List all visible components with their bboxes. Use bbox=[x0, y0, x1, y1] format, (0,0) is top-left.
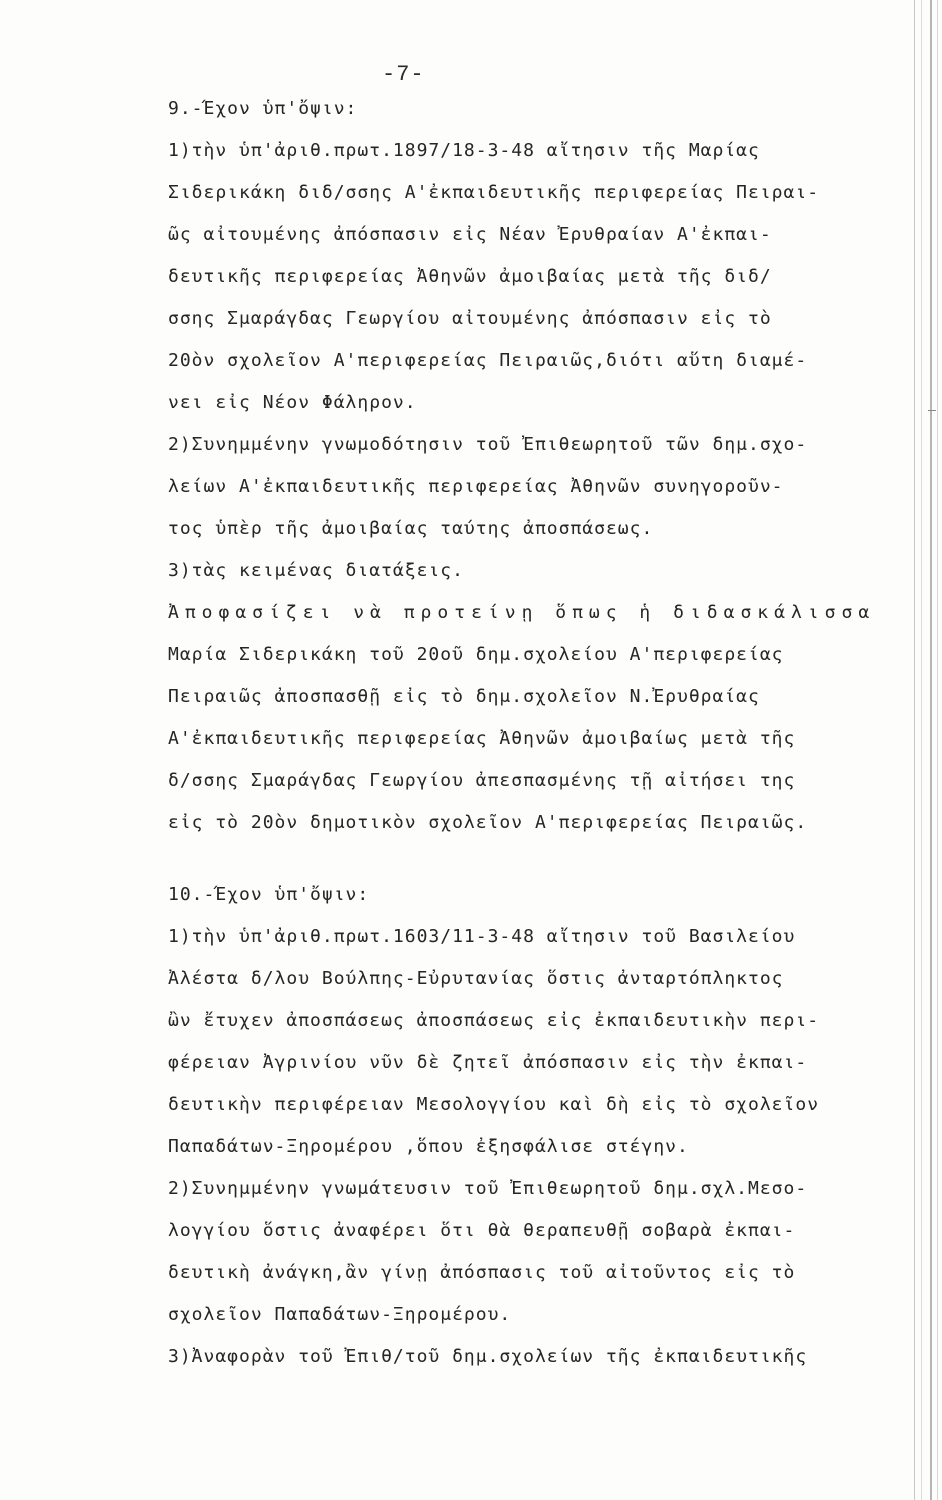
text-line: δευτικὴ ἀνάγκη,ἂν γίνῃ ἀπόσπασις τοῦ αἰτοῦντος εἰς τὸ bbox=[168, 1262, 796, 1283]
text-line: δευτικὴν περιφέρειαν Μεσολογγίου καὶ δὴ εἰς τὸ σχολεῖον bbox=[168, 1094, 820, 1115]
text-line: 2)Συνημμένην γνωμάτευσιν τοῦ Ἐπιθεωρητοῦ δημ.σχλ.Μεσο- bbox=[168, 1178, 808, 1199]
text-line: δ/σσης Σμαράγδας Γεωργίου ἀπεσπασμένης τῇ αἰτήσει της bbox=[168, 770, 796, 791]
text-line: φέρειαν Ἀγρινίου νῦν δὲ ζητεῖ ἀπόσπασιν εἰς τὴν ἐκπαι- bbox=[168, 1052, 808, 1073]
text-line: Πειραιῶς ἀποσπασθῇ εἰς τὸ δημ.σχολεῖον Ν.Ἐρυθραίας bbox=[168, 686, 760, 707]
text-line: Παπαδάτων-Ξηρομέρου ,ὅπου ἐξησφάλισε στέγην. bbox=[168, 1136, 689, 1157]
text-line: Ἀλέστα δ/λου Βούλπης-Εὐρυτανίας ὅστις ἀνταρτόπληκτος bbox=[168, 968, 784, 989]
paragraph-gap bbox=[168, 844, 908, 874]
text-line: 3)τὰς κειμένας διατάξεις. bbox=[168, 560, 464, 581]
text-line: 1)τὴν ὑπ'ἀριθ.πρωτ.1897/18-3-48 αἴτησιν τῆς Μαρίας bbox=[168, 140, 760, 161]
text-line: δευτικῆς περιφερείας Ἀθηνῶν ἀμοιβαίας μετὰ τῆς διδ/ bbox=[168, 266, 772, 287]
binding-edge-line bbox=[914, 0, 915, 1500]
text-line: ὢν ἔτυχεν ἀποσπάσεως ἀποσπάσεως εἰς ἐκπαιδευτικὴν περι- bbox=[168, 1010, 820, 1031]
text-line: τος ὑπὲρ τῆς ἀμοιβαίας ταύτης ἀποσπάσεως. bbox=[168, 518, 654, 539]
binding-edge-line bbox=[921, 0, 922, 1500]
binding-edge-line bbox=[937, 0, 938, 1500]
text-line: σχολεῖον Παπαδάτων-Ξηρομέρου. bbox=[168, 1304, 512, 1325]
margin-mark bbox=[928, 410, 936, 411]
text-line: νει εἰς Νέον Φάληρον. bbox=[168, 392, 417, 413]
text-line: λείων Α'ἐκπαιδευτικῆς περιφερείας Ἀθηνῶν συνηγοροῦν- bbox=[168, 476, 784, 497]
text-line: ῶς αἰτουμένης ἀπόσπασιν εἰς Νέαν Ἐρυθραίαν Α'ἐκπαι- bbox=[168, 224, 772, 245]
text-line: εἰς τὸ 20ὸν δημοτικὸν σχολεῖον Α'περιφερείας Πειραιῶς. bbox=[168, 812, 808, 833]
decision-line: Ἀποφασίζει νὰ προτείνῃ ὅπως ἡ διδασκάλισσα bbox=[168, 602, 876, 623]
text-line: 10.-Έχον ὑπ'ὄψιν: bbox=[168, 884, 370, 905]
text-line: Σιδερικάκη διδ/σσης Α'ἐκπαιδευτικῆς περιφερείας Πειραι- bbox=[168, 182, 820, 203]
text-line: σσης Σμαράγδας Γεωργίου αἰτουμένης ἀπόσπασιν εἰς τὸ bbox=[168, 308, 772, 329]
text-line: 2)Συνημμένην γνωμοδότησιν τοῦ Ἐπιθεωρητοῦ τῶν δημ.σχο- bbox=[168, 434, 808, 455]
page-number: -7- bbox=[382, 62, 425, 87]
text-line: 1)τὴν ὑπ'ἀριθ.πρωτ.1603/11-3-48 αἴτησιν τοῦ Βασιλείου bbox=[168, 926, 796, 947]
text-line: 20ὸν σχολεῖον Α'περιφερείας Πειραιῶς,διότι αὕτη διαμέ- bbox=[168, 350, 808, 371]
text-line: Α'ἐκπαιδευτικῆς περιφερείας Ἀθηνῶν ἀμοιβαίως μετὰ τῆς bbox=[168, 728, 796, 749]
text-line: λογγίου ὅστις ἀναφέρει ὅτι θὰ θεραπευθῇ σοβαρὰ ἐκπαι- bbox=[168, 1220, 796, 1241]
text-line: 9.-Έχον ὑπ'ὄψιν: bbox=[168, 98, 358, 119]
text-line: Μαρία Σιδερικάκη τοῦ 20οῦ δημ.σχολείου Α'περιφερείας bbox=[168, 644, 784, 665]
typewritten-text bbox=[168, 88, 908, 1378]
text-line: 3)Ἀναφορὰν τοῦ Ἐπιθ/τοῦ δημ.σχολείων τῆς ἐκπαιδευτικῆς bbox=[168, 1346, 808, 1367]
binding-edge-line bbox=[930, 0, 932, 1500]
